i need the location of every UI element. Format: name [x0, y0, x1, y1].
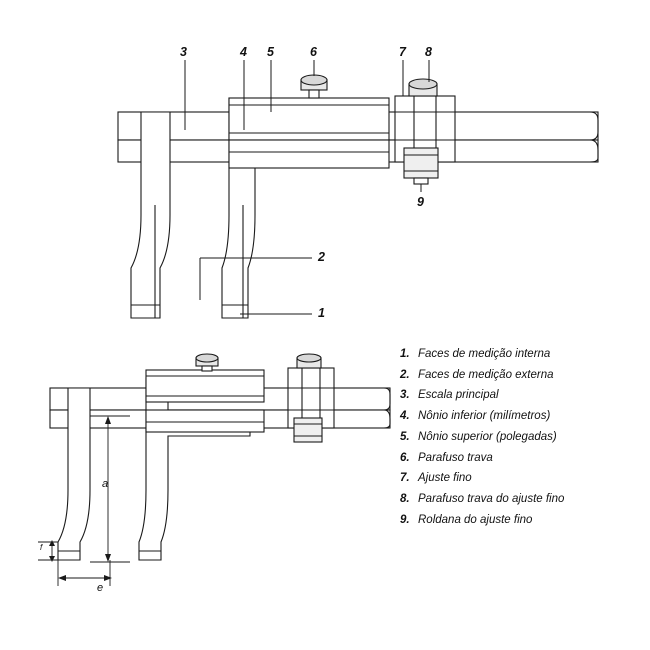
vernier-lower-block-bottom-view: [146, 410, 264, 432]
fine-adjust-assembly-bottom-view: [288, 354, 334, 442]
legend-number: 6.: [400, 451, 410, 464]
list-item: [400, 493, 646, 506]
dimension-a: [90, 416, 130, 562]
callout-label-6: 6: [310, 45, 317, 59]
legend-number: 3.: [400, 389, 410, 402]
callout-label-4: 4: [240, 45, 247, 59]
vernier-upper-block-bottom-view: [146, 370, 264, 402]
legend-label: Escala principal: [418, 389, 499, 402]
list-item: [400, 472, 646, 485]
legend-label: Ajuste fino: [418, 472, 472, 485]
callout-label-2: 2: [318, 250, 325, 264]
list-item: [400, 348, 646, 361]
dimension-e: [58, 560, 112, 586]
legend-number: 1.: [400, 348, 410, 360]
list-item: [400, 514, 646, 527]
legend-number: 9.: [400, 513, 410, 526]
legend-label: Nônio superior (polegadas): [418, 430, 557, 443]
legend-label: Roldana do ajuste fino: [418, 513, 533, 526]
legend-label: Faces de medição interna: [418, 348, 551, 360]
list-item: [400, 410, 646, 423]
legend-number: 2.: [400, 368, 410, 381]
callout-label-7: 7: [399, 45, 406, 59]
legend-number: 7.: [400, 472, 410, 485]
list-item: [400, 431, 646, 444]
vernier-upper-block: [229, 98, 389, 140]
legend-number: 8.: [400, 493, 410, 506]
legend-label: Nônio inferior (milímetros): [418, 410, 551, 423]
callout-label-5: 5: [267, 45, 274, 59]
callout-label-3: 3: [180, 45, 187, 59]
list-item: [400, 369, 646, 382]
list-item: [400, 452, 646, 465]
callout-label-9: 9: [417, 195, 424, 209]
dimension-label-f: f: [40, 543, 43, 552]
vernier-lower-block: [229, 140, 389, 168]
legend-label: Parafuso trava: [418, 451, 493, 464]
legend-number: 4.: [400, 410, 410, 423]
legend: [400, 348, 646, 534]
lock-screw-top-view: [301, 75, 327, 98]
fine-adjust-assembly-top-view: [395, 79, 455, 184]
legend-label: Faces de medição externa: [418, 368, 554, 381]
leader-line-2: [200, 258, 312, 300]
callout-label-1: 1: [318, 306, 325, 320]
legend-label: Parafuso trava do ajuste fino: [418, 493, 565, 506]
callout-label-8: 8: [425, 45, 432, 59]
lock-screw-bottom-view: [196, 354, 218, 371]
list-item: [400, 389, 646, 402]
dimension-label-a: a: [102, 478, 109, 490]
legend-number: 5.: [400, 430, 410, 443]
dimension-label-e: e: [97, 582, 104, 594]
